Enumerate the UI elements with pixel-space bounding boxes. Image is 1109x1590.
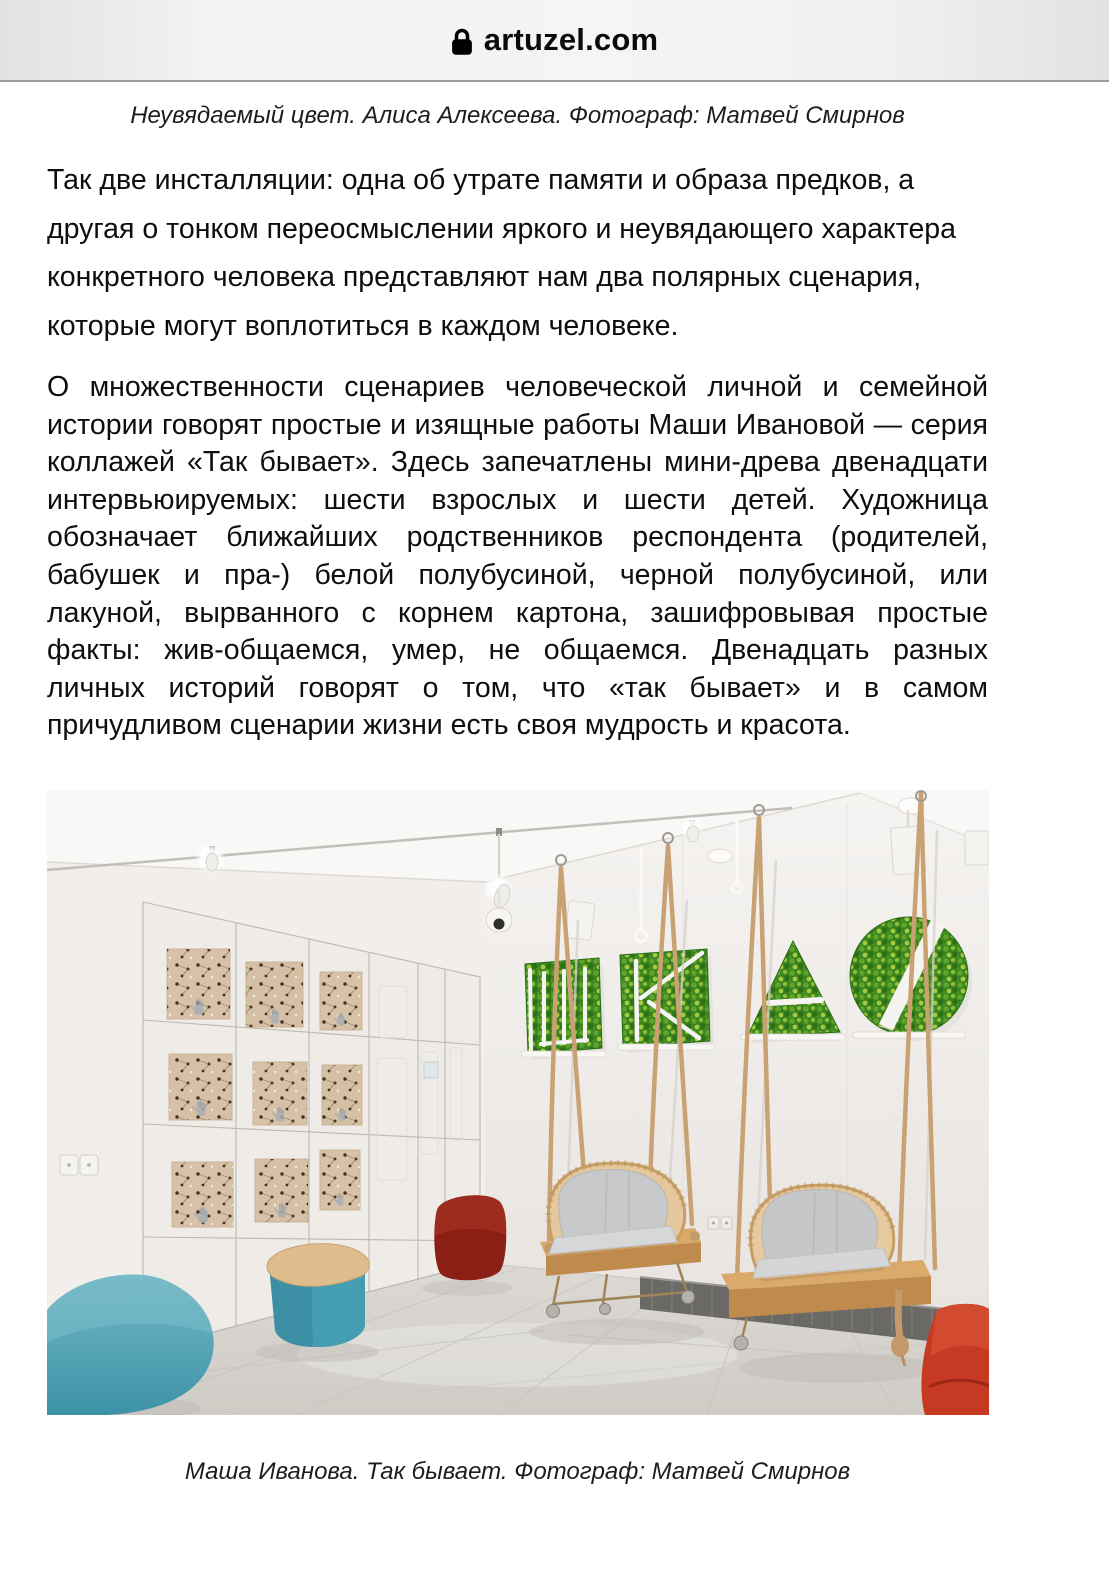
- recessed-light: [708, 849, 732, 863]
- collage: [322, 1065, 362, 1125]
- gallery-photo-illustration: [47, 790, 989, 1415]
- paragraph-1: Так две инсталляции: одна об утрате памяти и образа предков, а другая о тонком переосмыслении яркого и неувядающего характера конкретного человека представляют нам два полярных сценария, которые могут воплотиться в каждом человеке.: [47, 164, 957, 342]
- url-text: artuzel.com: [483, 22, 659, 57]
- photo-caption-bottom: Маша Иванова. Так бывает. Фотограф: Матвей Смирнов: [184, 1457, 851, 1485]
- moss-square-k: [620, 949, 710, 1047]
- article-photo: [47, 790, 989, 1415]
- door-label: [424, 1062, 438, 1078]
- lock-icon: [451, 27, 473, 56]
- collage: [246, 962, 303, 1027]
- photo-caption-top: Неувядаемый цвет. Алиса Алексеева. Фотограф: Матвей Смирнов: [130, 102, 905, 129]
- rope-knot: [891, 1335, 909, 1357]
- collage: [255, 1159, 308, 1222]
- paragraph-2: О множественности сценариев человеческой личной и семейной истории говорят простые и изящные работы Маши Ивановой — серия коллажей «Так бывает». Здесь запечатлены мини-древа двенадцати интервьюируемых: шести взрослых и шести детей. Художница обозначает ближайших родственников респондента (родителей, бабушек и пра-) белой полубусиной, черной полубусиной, или лакуной, вырванного с корнем картона, зашифровывая простые факты: жив-общаемся, умер, не общаемся. Двенадцать разных личных историй говорят о том, что «так бывает» и в самом причудливом сценарии жизни есть своя мудрость и красота.: [47, 371, 988, 742]
- collage: [172, 1162, 233, 1227]
- collage: [169, 1054, 232, 1120]
- teal-stool: [267, 1244, 369, 1347]
- collage: [320, 1150, 360, 1210]
- moss-square-sh: [525, 958, 602, 1054]
- article: [47, 101, 988, 1487]
- collage: [253, 1062, 307, 1125]
- collage-grid: [167, 949, 362, 1227]
- collage: [320, 972, 362, 1030]
- collage: [167, 949, 230, 1019]
- dark-red-pouf: [434, 1195, 506, 1280]
- browser-url-bar[interactable]: [0, 0, 1109, 82]
